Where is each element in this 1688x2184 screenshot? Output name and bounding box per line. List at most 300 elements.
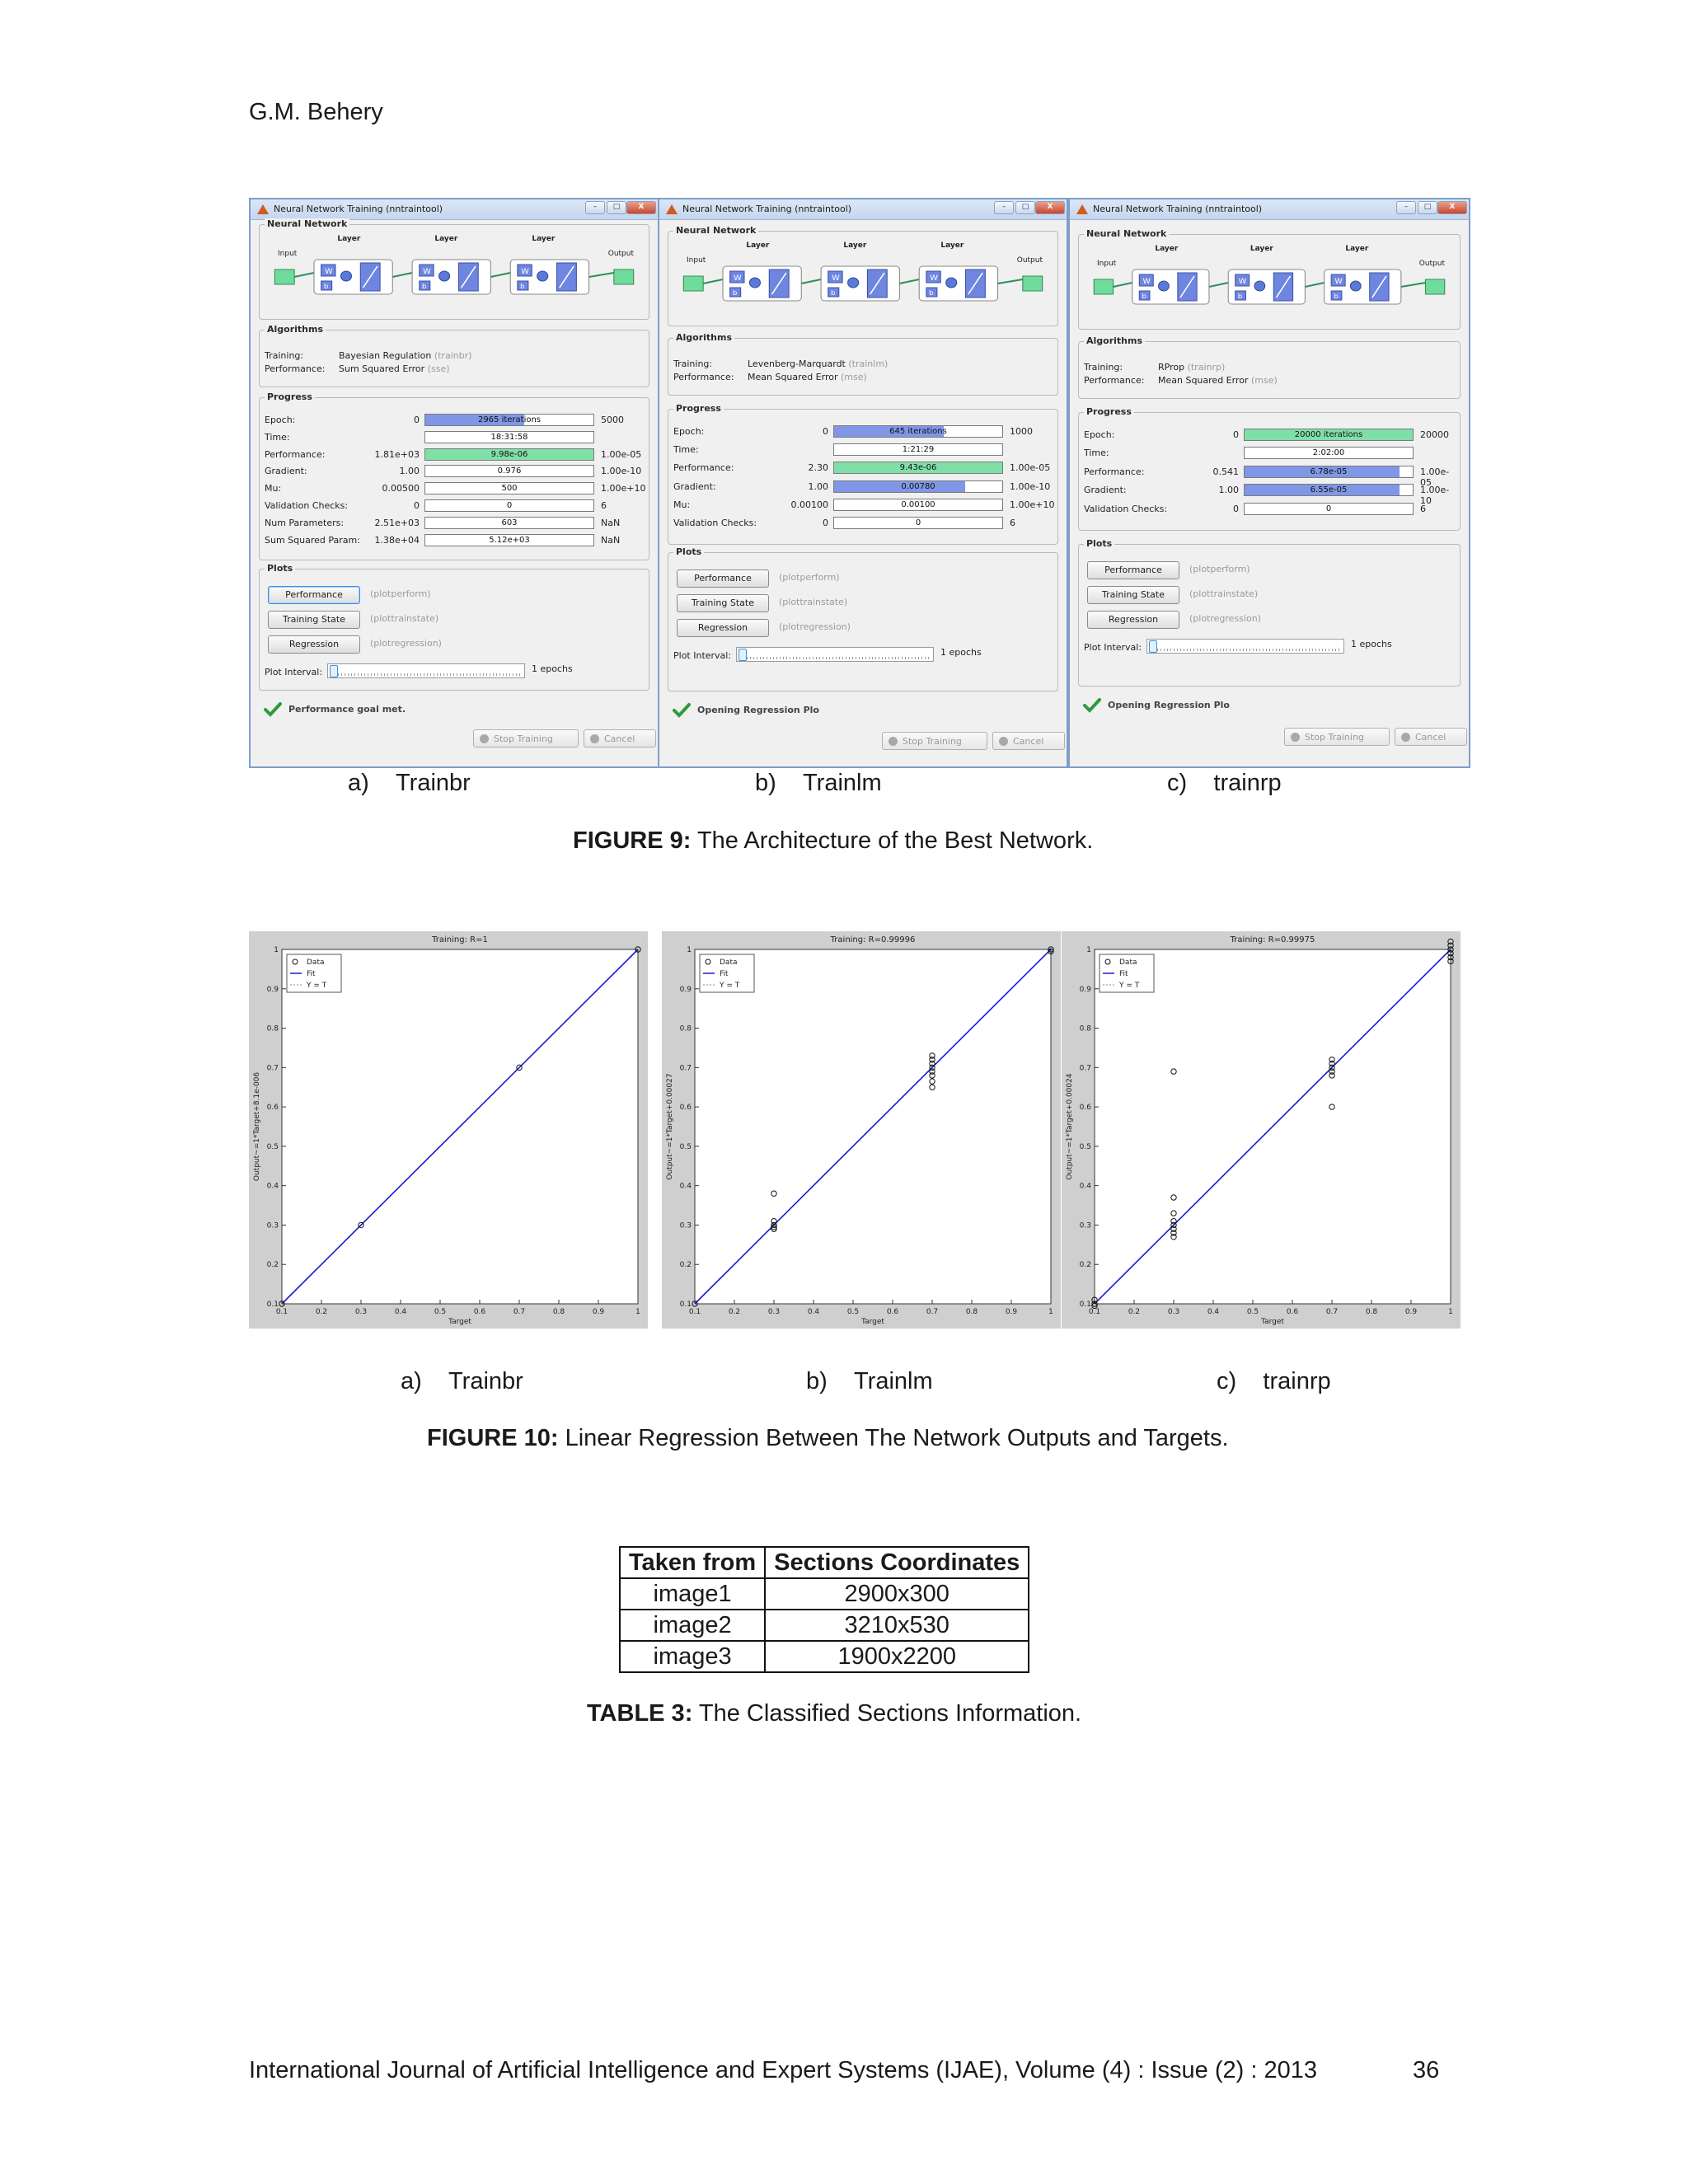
progress-bar-value: 6.55e-05 bbox=[1310, 485, 1348, 495]
slider-thumb[interactable] bbox=[738, 649, 747, 661]
figure-9-caption: FIGURE 9: The Architecture of the Best Network. bbox=[573, 827, 1094, 854]
x-tick-label: 0.6 bbox=[1286, 1308, 1299, 1316]
svg-text:W: W bbox=[521, 267, 529, 276]
training-value: RProp (trainrp) bbox=[1158, 362, 1226, 373]
network-diagram bbox=[271, 255, 637, 298]
close-button[interactable]: X bbox=[1035, 201, 1065, 214]
fig9-label-a: a) Trainbr bbox=[348, 770, 471, 796]
progress-bar bbox=[1244, 429, 1414, 441]
svg-text:b: b bbox=[929, 288, 934, 297]
svg-text:W: W bbox=[1334, 277, 1343, 286]
regression-plot-button[interactable]: Regression bbox=[1087, 611, 1179, 629]
nntraintool-window-trainrp bbox=[1068, 198, 1470, 768]
close-button[interactable]: X bbox=[626, 201, 656, 214]
progress-end-value: 1.00e+10 bbox=[601, 483, 646, 494]
progress-end-value: 6 bbox=[601, 500, 607, 511]
figure-10-caption: FIGURE 10: Linear Regression Between The Network Outputs and Targets. bbox=[427, 1425, 1229, 1451]
legend-entry: Y = T bbox=[307, 982, 327, 990]
matlab-logo-icon bbox=[1076, 204, 1088, 214]
y-tick-label: 0.7 bbox=[266, 1064, 279, 1073]
window-title: Neural Network Training (nntraintool) bbox=[1093, 204, 1263, 214]
x-tick-label: 0.4 bbox=[394, 1308, 407, 1316]
cancel-button[interactable]: Cancel bbox=[584, 729, 656, 748]
y-tick-label: 0.5 bbox=[1079, 1142, 1091, 1151]
training-value: Levenberg-Marquardt (trainlm) bbox=[748, 359, 889, 369]
neural-network-group bbox=[259, 218, 649, 320]
x-axis-label: Target bbox=[448, 1318, 471, 1326]
fig9-label-b: b) Trainlm bbox=[755, 770, 882, 796]
progress-start-value: 0 bbox=[414, 500, 420, 511]
x-tick-label: 0.8 bbox=[552, 1308, 565, 1316]
x-tick-label: 0.1 bbox=[275, 1308, 288, 1316]
y-tick-label: 0.4 bbox=[679, 1182, 692, 1191]
progress-bar-value: 1:21:29 bbox=[902, 445, 935, 455]
progress-end-value: NaN bbox=[601, 517, 621, 528]
layer-label: Layer bbox=[337, 235, 361, 243]
input-label: Input bbox=[687, 256, 706, 265]
progress-bar-value: 20000 iterations bbox=[1294, 430, 1363, 439]
nntraintool-window-trainlm bbox=[658, 198, 1068, 768]
table-cell: image3 bbox=[620, 1641, 765, 1672]
progress-row-label: Time: bbox=[1084, 448, 1109, 459]
svg-text:b: b bbox=[732, 288, 738, 297]
x-tick-label: 0.7 bbox=[513, 1308, 526, 1316]
y-tick-label: 0.8 bbox=[679, 1024, 692, 1033]
table-3-caption: TABLE 3: The Classified Sections Information. bbox=[587, 1700, 1082, 1727]
regression-plot-svg bbox=[1062, 931, 1461, 1329]
progress-bar-value: 500 bbox=[501, 484, 518, 494]
progress-bar bbox=[424, 414, 594, 426]
progress-row-label: Time: bbox=[265, 431, 290, 443]
table-cell: 2900x300 bbox=[765, 1578, 1029, 1610]
author-header: G.M. Behery bbox=[249, 99, 383, 125]
output-label: Output bbox=[607, 250, 634, 258]
x-tick-label: 0.9 bbox=[592, 1308, 605, 1316]
layer-label: Layer bbox=[532, 235, 556, 243]
minimize-button[interactable]: – bbox=[994, 201, 1014, 214]
progress-bar-value: 0.976 bbox=[497, 466, 522, 476]
plot-interval-label: Plot Interval: bbox=[673, 650, 732, 661]
table-header: Taken from bbox=[620, 1547, 765, 1578]
progress-start-value: 1.00 bbox=[399, 466, 420, 477]
progress-bar-value: 9.98e-06 bbox=[490, 449, 528, 459]
group-label: Neural Network bbox=[265, 218, 349, 229]
x-tick-label: 0.2 bbox=[1128, 1308, 1141, 1316]
progress-end-value: 1.00e-10 bbox=[1010, 480, 1051, 492]
performance-label: Performance: bbox=[1084, 375, 1145, 386]
algorithms-group bbox=[668, 332, 1058, 396]
performance-label: Performance: bbox=[265, 363, 326, 374]
progress-end-value: 1.00e-05 bbox=[1010, 462, 1051, 474]
x-tick-label: 1 bbox=[635, 1308, 640, 1316]
x-tick-label: 0.1 bbox=[688, 1308, 701, 1316]
progress-bar bbox=[424, 534, 594, 546]
svg-text:W: W bbox=[423, 267, 431, 276]
progress-group bbox=[668, 403, 1058, 545]
x-tick-label: 0.1 bbox=[1088, 1308, 1101, 1316]
progress-row-label: Sum Squared Param: bbox=[265, 534, 360, 546]
progress-start-value: 0 bbox=[414, 415, 420, 425]
y-tick-label: 0.6 bbox=[679, 1104, 692, 1113]
stop-training-button[interactable]: Stop Training bbox=[882, 732, 987, 750]
layer-label: Layer bbox=[940, 241, 964, 250]
progress-end-value: 6 bbox=[1420, 503, 1426, 514]
fig9-label-c: c) trainrp bbox=[1167, 770, 1282, 796]
x-tick-label: 0.6 bbox=[886, 1308, 899, 1316]
progress-row-label: Time: bbox=[673, 444, 699, 456]
input-label: Input bbox=[278, 250, 298, 258]
svg-text:b: b bbox=[831, 288, 836, 297]
cancel-button[interactable]: Cancel bbox=[1395, 728, 1467, 746]
progress-start-value: 1.00 bbox=[808, 480, 828, 492]
y-tick-label: 0.6 bbox=[266, 1104, 279, 1113]
slider-thumb[interactable] bbox=[1149, 640, 1157, 653]
progress-bar bbox=[424, 448, 594, 461]
plot-function-label: (plotregression) bbox=[1189, 613, 1261, 624]
cancel-icon bbox=[1401, 733, 1410, 742]
plot-function-label: (plotperform) bbox=[779, 572, 840, 583]
performance-value: Mean Squared Error (mse) bbox=[748, 372, 867, 382]
group-label: Neural Network bbox=[1084, 228, 1169, 239]
network-diagram bbox=[1090, 265, 1448, 307]
performance-plot-button[interactable]: Performance bbox=[677, 569, 769, 588]
progress-start-value: 0.541 bbox=[1212, 466, 1239, 477]
slider-thumb[interactable] bbox=[330, 665, 338, 677]
progress-start-value: 0 bbox=[823, 518, 828, 528]
performance-value: Mean Squared Error (mse) bbox=[1158, 375, 1278, 386]
checkmark-icon bbox=[673, 703, 691, 718]
x-tick-label: 0.4 bbox=[1207, 1308, 1220, 1316]
progress-start-value: 0.00500 bbox=[382, 483, 420, 494]
y-tick-label: 0.4 bbox=[266, 1182, 279, 1191]
output-label: Output bbox=[1016, 256, 1043, 265]
progress-end-value: 5000 bbox=[601, 415, 624, 425]
status-message: Opening Regression Plo bbox=[697, 705, 819, 715]
legend-entry: Fit bbox=[720, 970, 729, 978]
progress-bar bbox=[1244, 503, 1414, 515]
performance-plot-button[interactable]: Performance bbox=[268, 586, 360, 604]
y-tick-label: 1 bbox=[687, 946, 692, 954]
training-label: Training: bbox=[265, 350, 304, 361]
cancel-icon bbox=[590, 734, 599, 743]
progress-bar bbox=[1244, 466, 1414, 478]
svg-text:b: b bbox=[1142, 292, 1146, 300]
maximize-button[interactable]: □ bbox=[1418, 201, 1437, 214]
progress-bar-value: 6.78e-05 bbox=[1310, 466, 1348, 476]
maximize-button[interactable]: □ bbox=[1015, 201, 1035, 214]
group-label: Algorithms bbox=[265, 324, 326, 335]
y-tick-label: 0.3 bbox=[266, 1221, 279, 1230]
y-tick-label: 0.1 bbox=[266, 1301, 279, 1309]
minimize-button[interactable]: – bbox=[1396, 201, 1416, 214]
table-header: Sections Coordinates bbox=[765, 1547, 1029, 1578]
checkmark-icon bbox=[264, 702, 282, 717]
table-cell: 3210x530 bbox=[765, 1610, 1029, 1641]
y-tick-label: 0.9 bbox=[266, 985, 279, 994]
legend-entry: Data bbox=[1119, 958, 1137, 967]
progress-bar-value: 5.12e+03 bbox=[489, 535, 530, 545]
legend-entry: Y = T bbox=[1119, 982, 1140, 990]
progress-row-label: Gradient: bbox=[1084, 485, 1127, 496]
progress-bar-value: 0 bbox=[1325, 504, 1332, 513]
group-label: Plots bbox=[673, 546, 704, 557]
legend-entry: Y = T bbox=[720, 982, 740, 990]
sections-table bbox=[619, 1546, 1029, 1673]
progress-start-value: 0.00100 bbox=[790, 499, 828, 510]
minimize-button[interactable]: – bbox=[585, 201, 605, 214]
window-title: Neural Network Training (nntraintool) bbox=[682, 204, 852, 214]
progress-bar bbox=[833, 425, 1003, 438]
y-tick-label: 0.8 bbox=[1079, 1024, 1091, 1033]
fig10-label-a: a) Trainbr bbox=[401, 1368, 523, 1394]
plots-group bbox=[668, 546, 1058, 691]
x-axis-label: Target bbox=[861, 1318, 884, 1326]
progress-row-label: Epoch: bbox=[673, 426, 705, 437]
y-axis-label: Output~=1*Target+8.1e-006 bbox=[253, 1071, 261, 1182]
title-bar[interactable] bbox=[1070, 199, 1469, 220]
y-tick-label: 0.2 bbox=[679, 1261, 692, 1270]
y-tick-label: 0.1 bbox=[679, 1301, 692, 1309]
progress-row-label: Epoch: bbox=[265, 415, 296, 425]
plot-interval-slider[interactable] bbox=[327, 663, 525, 678]
group-label: Algorithms bbox=[1084, 335, 1145, 346]
regression-plot-svg bbox=[662, 931, 1061, 1329]
progress-bar bbox=[833, 480, 1003, 493]
layer-label: Layer bbox=[746, 241, 770, 250]
y-tick-label: 0.4 bbox=[1079, 1182, 1091, 1191]
table-row bbox=[620, 1641, 1029, 1672]
training-state-plot-button[interactable]: Training State bbox=[677, 594, 769, 612]
y-axis-label: Output~=1*Target+0.00027 bbox=[666, 1073, 674, 1180]
progress-row-label: Validation Checks: bbox=[1084, 503, 1168, 514]
legend-entry: Fit bbox=[307, 970, 316, 978]
progress-end-value: 1.00e-10 bbox=[1420, 485, 1450, 507]
y-axis-label: Output~=1*Target+0.00024 bbox=[1066, 1073, 1074, 1180]
progress-bar-value: 9.43e-06 bbox=[899, 463, 937, 473]
plot-function-label: (plotregression) bbox=[779, 621, 851, 632]
training-value: Bayesian Regulation (trainbr) bbox=[339, 350, 472, 361]
training-state-plot-button[interactable]: Training State bbox=[268, 611, 360, 629]
x-tick-label: 0.9 bbox=[1404, 1308, 1418, 1316]
svg-text:W: W bbox=[1142, 277, 1151, 286]
progress-row-label: Epoch: bbox=[1084, 429, 1115, 440]
progress-row-label: Validation Checks: bbox=[265, 500, 349, 511]
neural-network-group bbox=[668, 225, 1058, 326]
svg-text:b: b bbox=[520, 282, 525, 290]
progress-start-value: 0 bbox=[1233, 429, 1239, 440]
plot-function-label: (plotperform) bbox=[1189, 564, 1250, 574]
legend-entry: Fit bbox=[1119, 970, 1128, 978]
plot-interval-value: 1 epochs bbox=[532, 663, 573, 674]
input-label: Input bbox=[1097, 260, 1117, 268]
plot-function-label: (plotregression) bbox=[370, 638, 442, 649]
stop-icon bbox=[1291, 733, 1300, 742]
group-label: Plots bbox=[1084, 538, 1114, 549]
title-bar[interactable] bbox=[659, 199, 1067, 220]
x-tick-label: 0.3 bbox=[767, 1308, 781, 1316]
svg-text:W: W bbox=[832, 274, 840, 283]
y-tick-label: 1 bbox=[1086, 946, 1091, 954]
table-header-row bbox=[620, 1547, 1029, 1578]
x-tick-label: 0.4 bbox=[807, 1308, 820, 1316]
group-label: Progress bbox=[673, 403, 724, 414]
plot-function-label: (plottrainstate) bbox=[779, 597, 848, 607]
progress-row-label: Performance: bbox=[265, 448, 326, 460]
progress-row-label: Num Parameters: bbox=[265, 517, 345, 528]
progress-row-label: Gradient: bbox=[265, 466, 307, 477]
stop-training-button[interactable]: Stop Training bbox=[473, 729, 579, 748]
title-bar[interactable] bbox=[251, 199, 658, 220]
svg-text:b: b bbox=[1334, 292, 1339, 300]
plot-legend bbox=[287, 954, 341, 992]
x-axis-label: Target bbox=[1261, 1318, 1284, 1326]
regression-plot-button[interactable]: Regression bbox=[268, 635, 360, 654]
group-label: Algorithms bbox=[673, 332, 734, 343]
svg-text:W: W bbox=[324, 267, 333, 276]
progress-start-value: 0 bbox=[823, 426, 828, 437]
table-row bbox=[620, 1578, 1029, 1610]
stop-training-button[interactable]: Stop Training bbox=[1284, 728, 1390, 746]
x-tick-label: 0.5 bbox=[1246, 1308, 1259, 1316]
group-label: Progress bbox=[1084, 406, 1134, 417]
y-tick-label: 0.8 bbox=[266, 1024, 279, 1033]
status-message: Performance goal met. bbox=[288, 704, 406, 715]
plot-legend bbox=[1100, 954, 1154, 992]
x-tick-label: 0.8 bbox=[965, 1308, 978, 1316]
svg-text:b: b bbox=[1237, 292, 1243, 300]
y-tick-label: 0.5 bbox=[679, 1142, 692, 1151]
progress-bar-value: 2965 iterations bbox=[477, 415, 542, 424]
layer-label: Layer bbox=[843, 241, 867, 250]
progress-bar-value: 18:31:58 bbox=[490, 432, 528, 442]
y-tick-label: 0.3 bbox=[1079, 1221, 1091, 1230]
cancel-icon bbox=[999, 737, 1008, 746]
y-tick-label: 0.5 bbox=[266, 1142, 279, 1151]
x-tick-label: 0.7 bbox=[1325, 1308, 1339, 1316]
progress-bar-value: 0.00780 bbox=[901, 481, 935, 491]
progress-start-value: 2.30 bbox=[808, 462, 828, 474]
algorithms-group bbox=[1078, 335, 1461, 399]
svg-text:b: b bbox=[323, 282, 329, 290]
regression-plot-button[interactable]: Regression bbox=[677, 619, 769, 637]
group-label: Progress bbox=[265, 391, 315, 402]
progress-group bbox=[259, 391, 649, 560]
plot-interval-slider[interactable] bbox=[1146, 639, 1344, 654]
performance-value: Sum Squared Error (sse) bbox=[339, 363, 450, 374]
status-message: Opening Regression Plo bbox=[1108, 700, 1230, 710]
svg-text:W: W bbox=[930, 274, 938, 283]
fig10-label-c: c) trainrp bbox=[1217, 1368, 1331, 1394]
svg-text:W: W bbox=[733, 274, 742, 283]
x-tick-label: 0.2 bbox=[728, 1308, 741, 1316]
progress-group bbox=[1078, 406, 1461, 531]
y-tick-label: 0.9 bbox=[679, 985, 692, 994]
progress-bar-value: 0.00100 bbox=[901, 499, 935, 509]
progress-bar bbox=[424, 517, 594, 529]
plot-interval-slider[interactable] bbox=[736, 647, 934, 662]
journal-footer: International Journal of Artificial Intelligence and Expert Systems (IJAE), Volume (4) : Issue (2) : 2013 bbox=[249, 2057, 1317, 2083]
progress-start-value: 2.51e+03 bbox=[374, 517, 420, 528]
progress-row-label: Gradient: bbox=[673, 480, 716, 492]
plot-interval-value: 1 epochs bbox=[1351, 639, 1392, 649]
plot-function-label: (plottrainstate) bbox=[370, 613, 439, 624]
checkmark-icon bbox=[1083, 698, 1101, 713]
x-tick-label: 0.6 bbox=[473, 1308, 486, 1316]
progress-row-label: Validation Checks: bbox=[673, 518, 757, 528]
layer-label: Layer bbox=[1155, 245, 1179, 253]
progress-start-value: 1.00 bbox=[1218, 485, 1239, 496]
y-tick-label: 0.7 bbox=[1079, 1064, 1091, 1073]
progress-bar bbox=[833, 443, 1003, 456]
group-label: Neural Network bbox=[673, 225, 758, 236]
cancel-button[interactable]: Cancel bbox=[992, 732, 1065, 750]
x-tick-label: 1 bbox=[1048, 1308, 1053, 1316]
close-button[interactable]: X bbox=[1437, 201, 1467, 214]
performance-plot-button[interactable]: Performance bbox=[1087, 561, 1179, 579]
progress-bar bbox=[424, 431, 594, 443]
progress-end-value: 1.00e+10 bbox=[1010, 499, 1055, 510]
x-tick-label: 0.9 bbox=[1005, 1308, 1018, 1316]
y-tick-label: 0.1 bbox=[1079, 1301, 1091, 1309]
plot-function-label: (plottrainstate) bbox=[1189, 588, 1259, 599]
progress-end-value: 20000 bbox=[1420, 429, 1449, 440]
window-title: Neural Network Training (nntraintool) bbox=[274, 204, 443, 214]
progress-end-value: 1000 bbox=[1010, 426, 1033, 437]
progress-bar-value: 2:02:00 bbox=[1312, 448, 1345, 458]
matlab-logo-icon bbox=[257, 204, 269, 214]
y-tick-label: 0.6 bbox=[1079, 1104, 1091, 1113]
y-tick-label: 0.7 bbox=[679, 1064, 692, 1073]
progress-row-label: Performance: bbox=[1084, 466, 1145, 477]
plot-interval-label: Plot Interval: bbox=[1084, 642, 1142, 653]
matlab-logo-icon bbox=[666, 204, 678, 214]
legend-entry: Data bbox=[307, 958, 325, 967]
plot-title: Training: R=0.99996 bbox=[830, 935, 916, 944]
layer-label: Layer bbox=[1250, 245, 1273, 253]
progress-end-value: 1.00e-10 bbox=[601, 466, 642, 477]
regression-plot-3 bbox=[1062, 931, 1461, 1333]
progress-row-label: Mu: bbox=[673, 499, 691, 510]
x-tick-label: 0.8 bbox=[1365, 1308, 1378, 1316]
x-tick-label: 0.2 bbox=[315, 1308, 328, 1316]
progress-bar-value: 0 bbox=[915, 518, 921, 527]
y-tick-label: 0.2 bbox=[266, 1261, 279, 1270]
neural-network-group bbox=[1078, 228, 1461, 330]
layer-label: Layer bbox=[1345, 245, 1369, 253]
progress-start-value: 1.81e+03 bbox=[374, 448, 420, 460]
x-tick-label: 1 bbox=[1448, 1308, 1453, 1316]
training-state-plot-button[interactable]: Training State bbox=[1087, 586, 1179, 604]
progress-bar bbox=[833, 462, 1003, 474]
regression-plot-2 bbox=[662, 931, 1061, 1333]
y-tick-label: 0.3 bbox=[679, 1221, 692, 1230]
x-tick-label: 0.7 bbox=[926, 1308, 939, 1316]
nntraintool-window-trainbr bbox=[249, 198, 659, 768]
plot-title: Training: R=0.99975 bbox=[1230, 935, 1315, 944]
progress-bar bbox=[833, 499, 1003, 511]
progress-end-value: 6 bbox=[1010, 518, 1015, 528]
network-diagram bbox=[680, 261, 1046, 304]
progress-row-label: Mu: bbox=[265, 483, 282, 494]
layer-label: Layer bbox=[434, 235, 458, 243]
maximize-button[interactable]: □ bbox=[607, 201, 626, 214]
svg-text:b: b bbox=[422, 282, 427, 290]
fig10-label-b: b) Trainlm bbox=[806, 1368, 933, 1394]
progress-end-value: 1.00e-05 bbox=[601, 448, 642, 460]
progress-row-label: Performance: bbox=[673, 462, 734, 474]
plot-title: Training: R=1 bbox=[432, 935, 488, 944]
plot-function-label: (plotperform) bbox=[370, 588, 431, 599]
